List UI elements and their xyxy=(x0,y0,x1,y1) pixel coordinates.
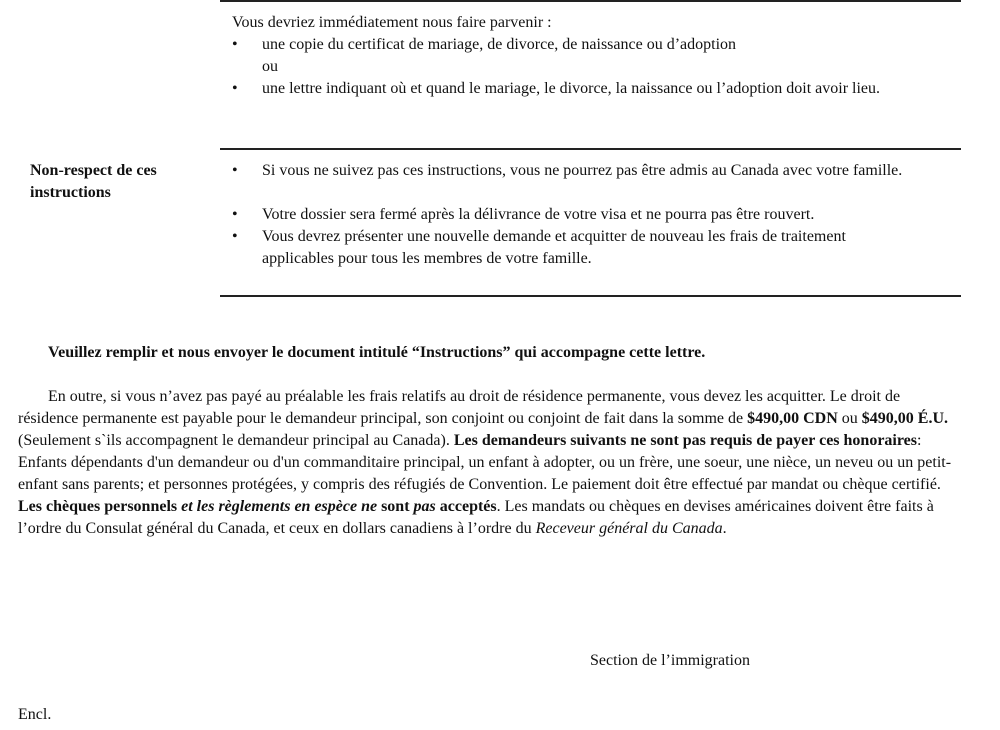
section2-bullet-2: Votre dossier sera fermé après la délivrance de votre visa et ne pourra pas être rouvert. xyxy=(262,206,815,223)
bullet-icon: • xyxy=(232,36,238,53)
body-text-10: . xyxy=(722,520,727,537)
amount-cdn: $490,00 CDN xyxy=(747,410,838,427)
section1-intro: Vous devriez immédiatement nous faire parvenir : xyxy=(232,14,552,31)
body-text-1: En outre, si vous n’avez pas payé au préalable les frais relatifs au droit de résidence permanente, vous devez les acquitter. Le droit de résidence permanente est payable pour le demandeur principal, son conjoint ou conjoint de fait dans la somme de xyxy=(18,388,901,427)
section2-label: Non-respect de ces instructions xyxy=(30,162,157,201)
section2-bullet-3: Vous devrez présenter une nouvelle demande et acquitter de nouveau les frais de traitement applicables pour tous les membres de votre famille. xyxy=(262,228,846,267)
bullet-icon: • xyxy=(232,206,238,223)
body-text-4: : Enfants dépendants d'un demandeur ou d'un commanditaire principal, un enfant à adopter, ou un frère, une soeur, une nièce, un neveu ou un petit-enfant sans parents; et personnes protégées, y compris des réfugiés de Convention. Le paiement doit être effectué par mandat ou chèque certifié. xyxy=(18,432,952,493)
body-text-3: (Seulement s`ils accompagnent le demandeur principal au Canada). xyxy=(18,432,454,449)
section1-bullet-2: une lettre indiquant où et quand le mariage, le divorce, la naissance ou l’adoption doit avoir lieu. xyxy=(262,80,881,97)
amount-us: $490,00 É.U. xyxy=(861,410,948,427)
cheques-bold-text: Les chèques personnels xyxy=(18,498,178,515)
section2-bottom-rule xyxy=(220,295,961,297)
bullet-icon: • xyxy=(232,162,238,179)
bullet-icon: • xyxy=(232,228,238,245)
section1-bullet-1: une copie du certificat de mariage, de divorce, de naissance ou d’adoption xyxy=(262,36,737,53)
section2-bullet-1: Si vous ne suivez pas ces instructions, vous ne pourrez pas être admis au Canada avec votre famille. xyxy=(262,162,903,179)
top-rule xyxy=(220,0,961,2)
body-paragraph xyxy=(18,386,958,540)
rules-bold-italic-text: et les règlements en espèce ne xyxy=(181,498,378,515)
exempt-bold-text: Les demandeurs suivants ne sont pas requis de payer ces honoraires xyxy=(453,432,918,449)
list-item xyxy=(232,204,952,226)
pas-bold-italic-text: pas xyxy=(413,498,436,515)
list-item xyxy=(232,160,952,204)
bullet-icon: • xyxy=(232,80,238,97)
body-text-9: . Les mandats ou chèques en devises américaines doivent être faits à l’ordre du Consulat général du Canada, et ceux en dollars canadiens à l’ordre du xyxy=(18,498,934,537)
body-text-2: ou xyxy=(837,410,862,427)
sont-bold-text: sont xyxy=(381,498,410,515)
section1-or: ou xyxy=(262,58,278,75)
section2-top-rule xyxy=(220,148,961,150)
signature: Section de l’immigration xyxy=(590,652,750,669)
receveur-italic-text: Receveur général du Canada xyxy=(535,520,723,537)
enclosure-note: Encl. xyxy=(18,706,52,723)
acceptes-bold-text: acceptés xyxy=(439,498,497,515)
list-item xyxy=(232,78,952,122)
list-item xyxy=(232,226,952,270)
request-text: Veuillez remplir et nous envoyer le document intitulé “Instructions” qui accompagne cette lettre. xyxy=(48,344,706,361)
list-item xyxy=(232,34,952,78)
